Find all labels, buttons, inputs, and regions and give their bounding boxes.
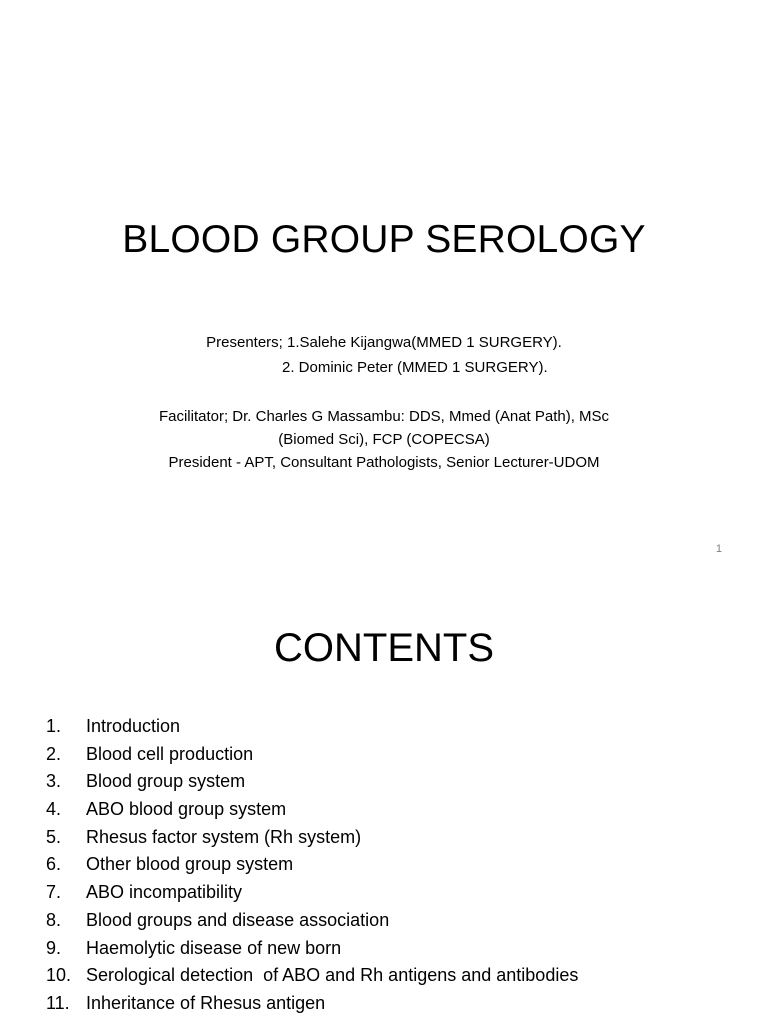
item-number: 11.	[46, 992, 70, 1013]
slide-number: 1	[715, 543, 722, 555]
item-text: Blood group system	[86, 771, 246, 792]
item-text: Blood groups and disease association	[86, 909, 390, 930]
item-text: Introduction	[86, 716, 181, 736]
presenter-line-1: Presenters; 1.Salehe Kijangwa(MMED 1 SURGERY).	[206, 334, 562, 351]
item-number: 2.	[46, 743, 62, 764]
item-number: 3.	[46, 771, 62, 792]
item-number: 8.	[46, 909, 62, 930]
item-text: Haemolytic disease of new born	[86, 937, 342, 958]
item-number: 1.	[46, 716, 62, 736]
item-number: 6.	[46, 854, 62, 875]
item-number: 10.	[46, 965, 72, 986]
facilitator-line-2: (Biomed Sci), FCP (COPECSA)	[278, 431, 490, 448]
contents-title: CONTENTS	[274, 626, 494, 670]
item-text: ABO blood group system	[86, 799, 287, 820]
item-number: 4.	[46, 799, 62, 820]
item-text: Other blood group system	[86, 854, 294, 875]
item-text: Inheritance of Rhesus antigen	[86, 992, 326, 1013]
facilitator-line-3: President - APT, Consultant Pathologists, Senior Lecturer-UDOM	[168, 454, 600, 471]
facilitator-block	[0, 405, 768, 474]
item-number: 7.	[46, 882, 62, 903]
item-text: Rhesus factor system (Rh system)	[86, 826, 362, 847]
slide-title: BLOOD GROUP SEROLOGY	[122, 218, 646, 261]
item-text: ABO incompatibility	[86, 882, 243, 903]
presenter-line-2: 2. Dominic Peter (MMED 1 SURGERY).	[282, 359, 548, 376]
item-text: Serological detection of ABO and Rh antigens and antibodies	[86, 965, 579, 986]
presenters-block	[0, 330, 768, 380]
item-number: 9.	[46, 937, 62, 958]
item-text: Blood cell production	[86, 743, 254, 764]
facilitator-line-1: Facilitator; Dr. Charles G Massambu: DDS, Mmed (Anat Path), MSc	[158, 408, 610, 425]
item-number: 5.	[46, 826, 62, 847]
contents-slide	[0, 580, 768, 1024]
